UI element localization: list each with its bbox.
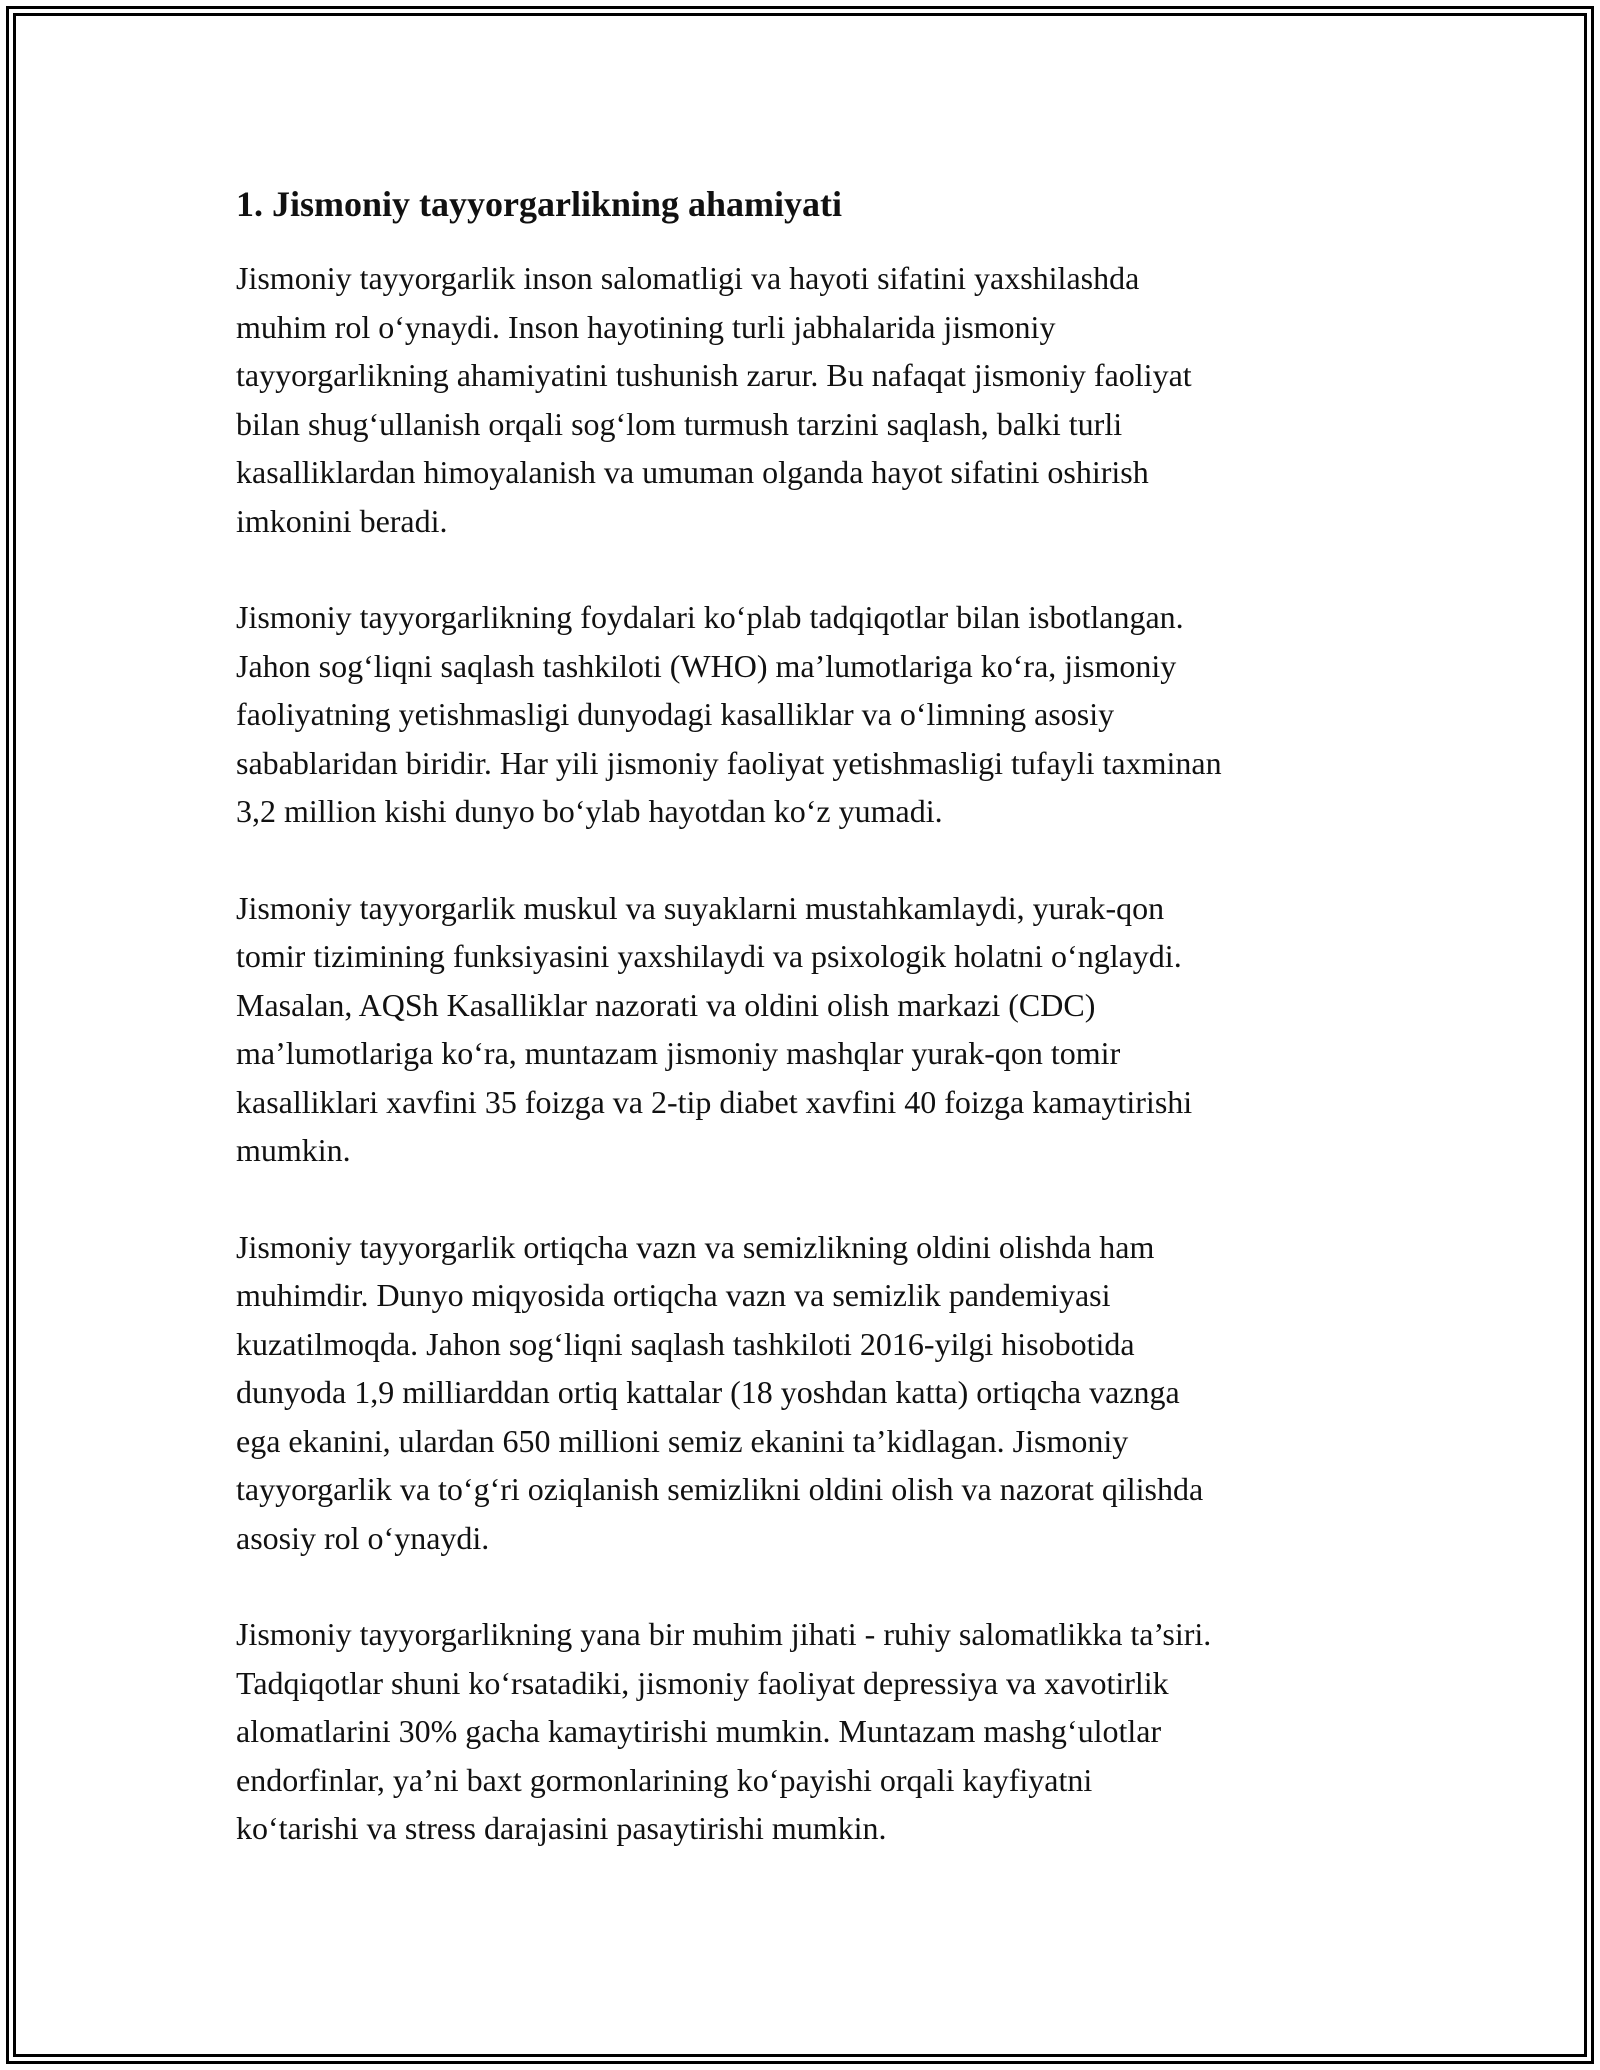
document-body xyxy=(236,178,1376,1901)
text-line: alomatlarini 30% gacha kamaytirishi mumkin. Muntazam mashg‘ulotlar xyxy=(236,1713,1162,1749)
text-line: sabablaridan biridir. Har yili jismoniy faoliyat yetishmasligi tufayli taxminan xyxy=(236,744,1222,781)
document-title: 1. Jismoniy tayyorgarlikning ahamiyati xyxy=(236,184,843,224)
text-line: Masalan, AQSh Kasalliklar nazorati va oldini olish markazi (CDC) xyxy=(236,986,1096,1023)
text-line: faoliyatning yetishmasligi dunyodagi kasalliklar va o‘limning asosiy xyxy=(236,696,1115,732)
text-line: imkonini beradi. xyxy=(236,502,448,539)
text-line: endorfinlar, ya’ni baxt gormonlarining ko‘payishi orqali kayfiyatni xyxy=(236,1761,1093,1798)
paragraph-4 xyxy=(236,1223,1376,1563)
text-line: dunyoda 1,9 milliarddan ortiq kattalar (18 yoshdan katta) ortiqcha vaznga xyxy=(236,1374,1180,1410)
text-line: tayyorgarlikning ahamiyatini tushunish zarur. Bu nafaqat jismoniy faoliyat xyxy=(236,357,1192,393)
paragraph-5 xyxy=(236,1610,1376,1853)
text-line: tayyorgarlik va to‘g‘ri oziqlanish semizlikni oldini olish va nazorat qilishda xyxy=(236,1471,1204,1507)
text-line: Jismoniy tayyorgarlik inson salomatligi va hayoti sifatini yaxshilashda xyxy=(236,260,1140,296)
text-line: bilan shug‘ullanish orqali sog‘lom turmush tarzini saqlash, balki turli xyxy=(236,405,1123,442)
paragraph-1 xyxy=(236,254,1376,545)
text-line: Tadqiqotlar shuni ko‘rsatadiki, jismoniy faoliyat depressiya va xavotirlik xyxy=(236,1664,1169,1701)
text-line: asosiy rol o‘ynaydi. xyxy=(236,1519,490,1556)
paragraph-3 xyxy=(236,884,1376,1175)
text-line: Jismoniy tayyorgarlikning yana bir muhim jihati - ruhiy salomatlikka ta’siri. xyxy=(236,1616,1212,1652)
text-line: kasalliklari xavfini 35 foizga va 2-tip diabet xavfini 40 foizga kamaytirishi xyxy=(236,1083,1193,1120)
text-line: ko‘tarishi va stress darajasini pasaytirishi mumkin. xyxy=(236,1810,887,1846)
text-line: muhim rol o‘ynaydi. Inson hayotining turli jabhalarida jismoniy xyxy=(236,308,1056,345)
text-line: kasalliklardan himoyalanish va umuman olganda hayot sifatini oshirish xyxy=(236,454,1149,490)
text-line: tomir tizimining funksiyasini yaxshilaydi va psixologik holatni o‘nglaydi. xyxy=(236,938,1182,974)
text-line: kuzatilmoqda. Jahon sog‘liqni saqlash tashkiloti 2016-yilgi hisobotida xyxy=(236,1325,1135,1362)
text-line: Jismoniy tayyorgarlikning foydalari ko‘plab tadqiqotlar bilan isbotlangan. xyxy=(236,599,1184,635)
text-line: muhimdir. Dunyo miqyosida ortiqcha vazn va semizlik pandemiyasi xyxy=(236,1277,1111,1313)
text-line: Jismoniy tayyorgarlik muskul va suyaklarni mustahkamlaydi, yurak-qon xyxy=(236,889,1165,926)
text-line: Jismoniy tayyorgarlik ortiqcha vazn va semizlikning oldini olishda ham xyxy=(236,1228,1155,1265)
paragraph-2 xyxy=(236,593,1376,836)
text-line: ega ekanini, ulardan 650 millioni semiz ekanini ta’kidlagan. Jismoniy xyxy=(236,1422,1129,1459)
text-line: 3,2 million kishi dunyo bo‘ylab hayotdan ko‘z yumadi. xyxy=(236,793,943,829)
text-line: mumkin. xyxy=(236,1132,351,1168)
text-line: Jahon sog‘liqni saqlash tashkiloti (WHO) ma’lumotlariga ko‘ra, jismoniy xyxy=(236,647,1177,684)
text-line: ma’lumotlariga ko‘ra, muntazam jismoniy mashqlar yurak-qon tomir xyxy=(236,1035,1121,1071)
